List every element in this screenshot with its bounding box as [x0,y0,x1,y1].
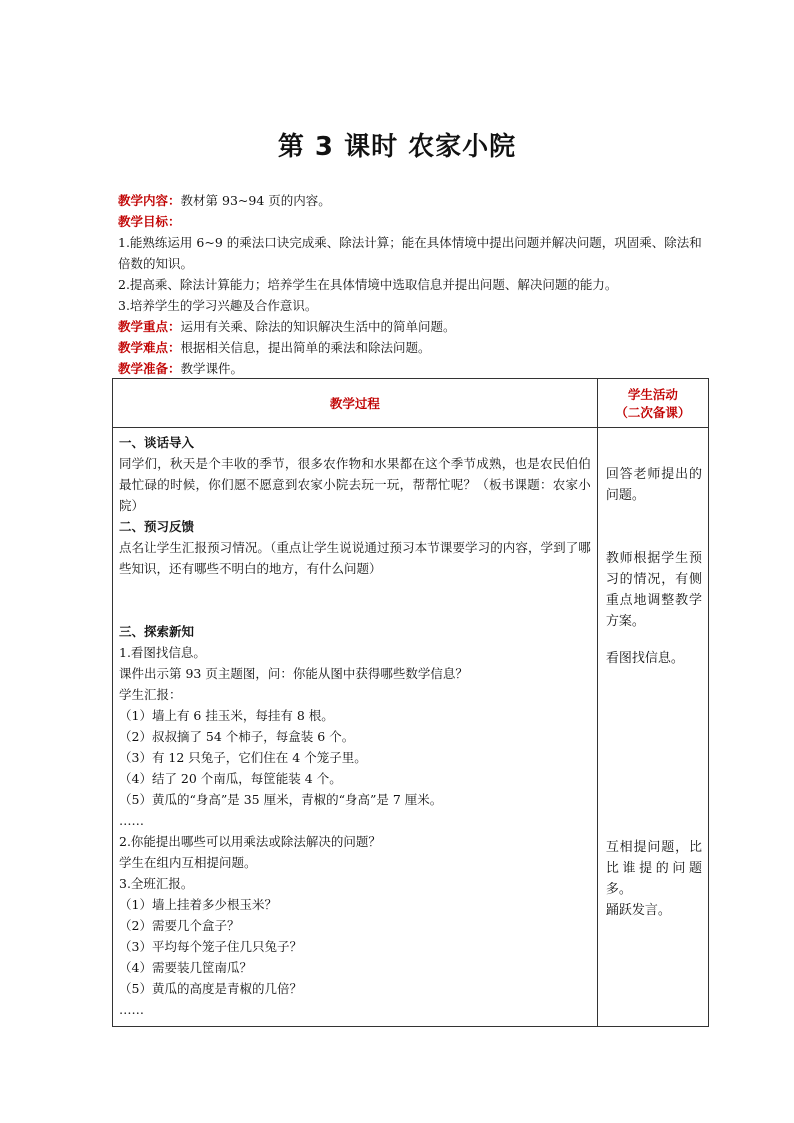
activity-ask-questions: 互相提问题，比比谁提的问题多。 [605,840,702,897]
content-text: 教材第 93~94 页的内容。 [180,193,331,208]
lesson-meta [118,190,708,379]
explore-line: （4）需要装几筐南瓜？ [119,960,252,975]
spacer [119,579,591,621]
goal-item-2: 2.提高乘、除法计算能力；培养学生在具体情境中选取信息并提出问题、解决问题的能力。 [118,277,618,292]
activity-cell [597,428,708,1027]
section-preview-text: 点名让学生汇报预习情况。（重点让学生说说通过预习本节课要学习的内容，学到了哪些知识，还有哪些不明白的地方，有什么问题） [119,540,591,576]
spacer [606,432,702,464]
explore-line: （1）墙上挂着多少根玉米？ [119,897,277,912]
goal-item-1: 1.能熟练运用 6~9 的乘法口诀完成乘、除法计算；能在具体情境中提出问题并解决问题，巩固乘、除法和倍数的知识。 [118,235,702,271]
section-preview-title: 二、预习反馈 [119,519,195,534]
goal-item-3: 3.培养学生的学习兴趣及合作意识。 [118,298,318,313]
process-cell [113,428,598,1027]
prep-label: 教学准备： [118,361,181,376]
explore-line: （1）墙上有 6 挂玉米，每挂有 8 根。 [119,708,334,723]
explore-line: 学生在组内互相提问题。 [119,855,257,870]
explore-line: （2）叔叔摘了 54 个柿子，每盒装 6 个。 [119,729,355,744]
explore-line: 学生汇报： [119,687,182,702]
activity-speak-up: 踊跃发言。 [605,903,671,918]
section-explore-title: 三、探索新知 [119,624,195,639]
header-activity-line1: 学生活动 [627,387,678,402]
table-header-row [113,379,709,428]
spacer [606,669,702,837]
key-row [118,316,708,337]
difficulty-row [118,337,708,358]
section-intro-text: 同学们，秋天是个丰收的季节，很多农作物和水果都在这个季节成熟，也是农民伯伯最忙碌的时候，你们愿不愿意到农家小院去玩一玩，帮帮忙呢？（板书课题：农家小院） [119,456,591,513]
difficulty-label: 教学难点： [118,340,181,355]
spacer [606,506,702,548]
difficulty-text: 根据相关信息，提出简单的乘法和除法问题。 [180,340,431,355]
explore-line: …… [119,1002,144,1017]
activity-adjust: 教师根据学生预习的情况，有侧重点地调整教学方案。 [605,551,702,629]
lesson-plan-table [112,378,709,1027]
explore-line: （5）黄瓜的高度是青椒的几倍？ [119,981,302,996]
explore-line: …… [119,813,144,828]
explore-line: （2）需要几个盒子？ [119,918,240,933]
explore-line: （3）平均每个笼子住几只兔子？ [119,939,302,954]
header-activity-line2: （二次备课） [615,405,691,420]
explore-line: 1.看图找信息。 [119,645,206,660]
key-text: 运用有关乘、除法的知识解决生活中的简单问题。 [180,319,456,334]
explore-line: （5）黄瓜的“身高”是 35 厘米，青椒的“身高”是 7 厘米。 [119,792,443,807]
key-label: 教学重点： [118,319,181,334]
explore-line: （3）有 12 只兔子，它们住在 4 个笼子里。 [119,750,367,765]
explore-line: 2.你能提出哪些可以用乘法或除法解决的问题？ [119,834,381,849]
section-intro-title: 一、谈话导入 [119,435,195,450]
spacer [606,632,702,648]
explore-line: （4）结了 20 个南瓜，每筐能装 4 个。 [119,771,342,786]
page-title: 第 3 课时 农家小院 [277,132,517,162]
section-explore-lines [119,642,591,1020]
explore-line: 课件出示第 93 页主题图，问：你能从图中获得哪些数学信息？ [119,666,468,681]
header-activity [597,379,708,428]
activity-find-info: 看图找信息。 [605,651,684,666]
content-label: 教学内容： [118,193,181,208]
prep-text: 教学课件。 [180,361,244,376]
prep-row [118,358,708,379]
header-process: 教学过程 [113,379,598,428]
goals-row [118,211,708,232]
activity-answer: 回答老师提出的问题。 [605,467,702,503]
goals-label: 教学目标： [118,214,181,229]
table-body-row [113,428,709,1027]
content-row [118,190,708,211]
explore-line: 3.全班汇报。 [119,876,194,891]
